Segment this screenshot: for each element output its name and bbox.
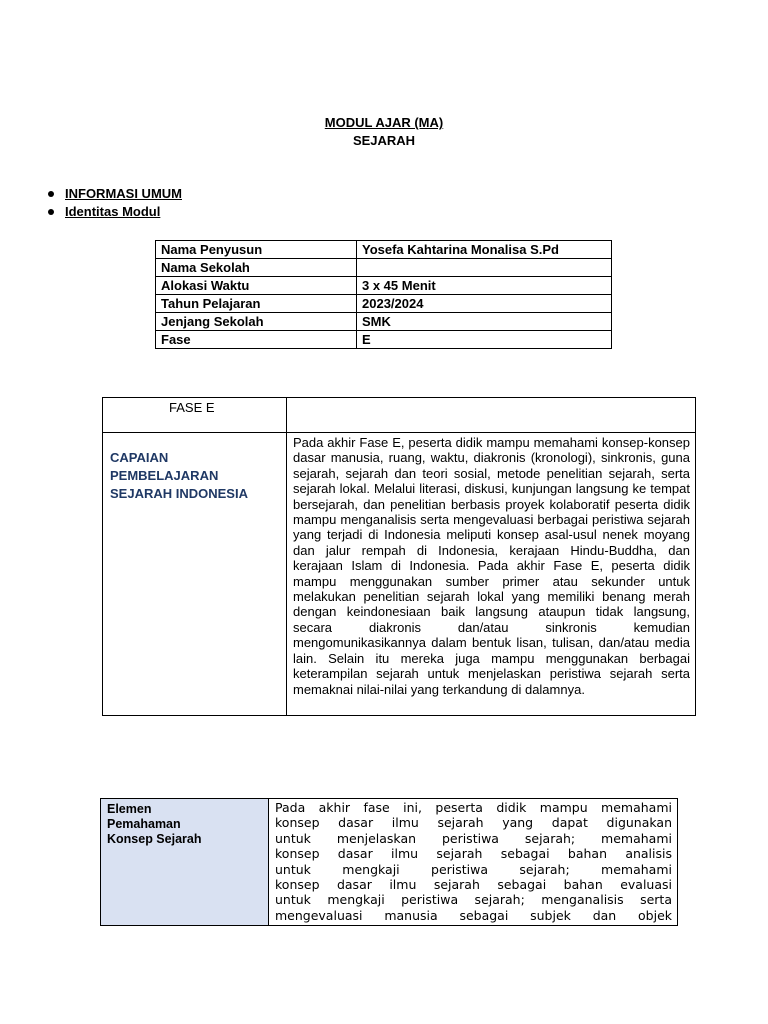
elemen-table <box>100 798 678 926</box>
page-subtitle: SEJARAH <box>352 133 416 148</box>
elemen-label <box>101 799 269 926</box>
elemen-text-line: untuk mengkaji peristiwa sejarah; memahami <box>275 861 672 877</box>
identity-value: SMK <box>357 313 612 331</box>
elemen-label-line: Elemen <box>107 802 152 816</box>
capaian-text: Pada akhir Fase E, peserta didik mampu memahami konsep-konsep dasar manusia, ruang, waktu, diakronis (kronologi), sinkronis, guna sejarah, sejarah dan teori sosial, metode penelitian sejarah, serta sejarah lokal. Melalui literasi, diskusi, kunjungan langsung ke tempat bersejarah, dan penelitian berbasis proyek kolaboratif peserta didik mampu menganalisis serta mengevaluasi berbagai peristiwa sejarah yang terjadi di Indonesia meliputi konsep asal-usul nenek moyang dan jalur rempah di Indonesia, kerajaan Hindu-Buddha, dan kerajaan Islam di Indonesia. Pada akhir Fase E, peserta didik mampu menggunakan sumber primer atau sekunder untuk melakukan penelitian sejarah lokal yang memiliki benang merah dengan keindonesiaan baik langsung ataupun tidak langsung, secara diakronis dan/atau sinkronis kemudian mengomunikasikannya dalam bentuk lisan, tulisan, dan/atau media lain. Selain itu mereka juga mampu menggunakan berbagai keterampilan sejarah untuk menjelaskan peristiwa sejarah serta memaknai nilai-nilai yang terkandung di dalamnya. <box>287 433 696 716</box>
identity-value: 2023/2024 <box>357 295 612 313</box>
elemen-text <box>269 799 678 926</box>
bullet-label: Identitas Modul <box>65 204 161 219</box>
bullet-dot-icon <box>48 209 54 215</box>
page-title: MODUL AJAR (MA) <box>324 115 444 130</box>
bullet-identitas-modul <box>46 203 182 221</box>
table-row <box>156 295 612 313</box>
elemen-text-line: konsep dasar ilmu sejarah sebagai bahan analisis <box>275 846 672 862</box>
elemen-text-line: untuk menjelaskan peristiwa sejarah; memahami <box>275 830 672 846</box>
table-row <box>156 331 612 349</box>
table-row <box>156 241 612 259</box>
section-bullets <box>46 185 182 221</box>
capaian-label-line: PEMBELAJARAN <box>110 468 219 483</box>
capaian-table <box>102 397 696 716</box>
bullet-label: INFORMASI UMUM <box>65 186 182 201</box>
table-row <box>103 433 696 716</box>
elemen-label-line: Pemahaman <box>107 817 181 831</box>
capaian-label-line: SEJARAH INDONESIA <box>110 486 248 501</box>
identity-key: Tahun Pelajaran <box>156 295 357 313</box>
identity-table <box>155 240 612 349</box>
identity-value <box>357 259 612 277</box>
bullet-informasi-umum <box>46 185 182 203</box>
elemen-text-line: untuk mengkaji peristiwa sejarah; menganalisis serta <box>275 892 672 908</box>
table-row <box>103 398 696 433</box>
table-row <box>156 277 612 295</box>
table-row <box>156 259 612 277</box>
capaian-label-line: CAPAIAN <box>110 450 169 465</box>
identity-value: Yosefa Kahtarina Monalisa S.Pd <box>357 241 612 259</box>
identity-key: Nama Penyusun <box>156 241 357 259</box>
table-row <box>156 313 612 331</box>
table-row <box>101 799 678 926</box>
elemen-text-line: mengevaluasi manusia sebagai subjek dan objek <box>275 907 672 923</box>
elemen-text-line: konsep dasar ilmu sejarah yang dapat digunakan <box>275 815 672 831</box>
phase-empty-cell <box>287 398 696 433</box>
identity-key: Jenjang Sekolah <box>156 313 357 331</box>
identity-key: Alokasi Waktu <box>156 277 357 295</box>
elemen-label-line: Konsep Sejarah <box>107 832 202 846</box>
identity-key: Nama Sekolah <box>156 259 357 277</box>
elemen-text-line: konsep dasar ilmu sejarah sebagai bahan evaluasi <box>275 877 672 893</box>
bullet-dot-icon <box>48 191 54 197</box>
identity-value: 3 x 45 Menit <box>357 277 612 295</box>
identity-key: Fase <box>156 331 357 349</box>
capaian-label <box>103 433 287 716</box>
identity-value: E <box>357 331 612 349</box>
elemen-text-line: Pada akhir fase ini, peserta didik mampu memahami <box>275 800 672 815</box>
phase-label: FASE E <box>103 398 287 433</box>
